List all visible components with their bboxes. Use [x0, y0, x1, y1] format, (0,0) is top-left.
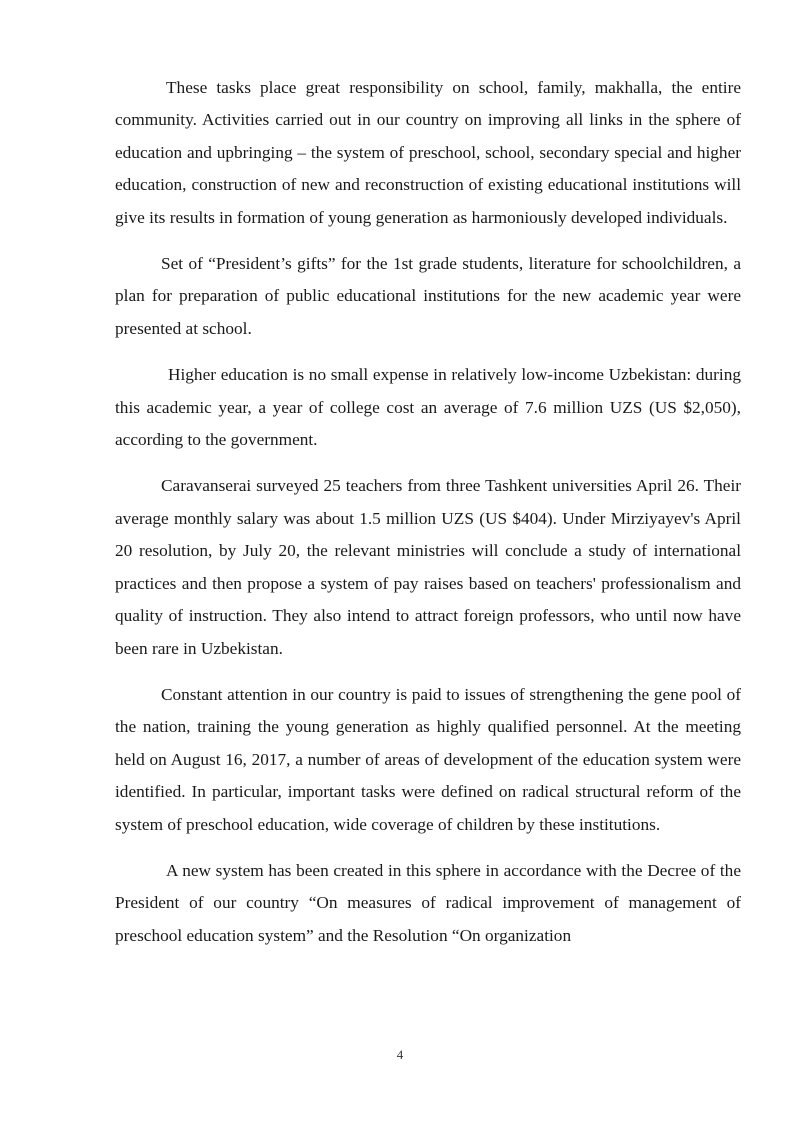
paragraph: Higher education is no small expense in relatively low-income Uzbekistan: during this academic year, a year of college cost an average of 7.6 million UZS (US $2,050), according to the government. — [115, 365, 741, 450]
paragraph: Caravanserai surveyed 25 teachers from three Tashkent universities April 26. Their average monthly salary was about 1.5 million UZS (US $404). Under Mirziyayev's April 20 resolution, by July 20, the relevant ministries will conclude a study of international practices and then propose a system of pay raises based on teachers' professionalism and quality of instruction. They also intend to attract foreign professors, who until now have been rare in Uzbekistan. — [115, 476, 741, 658]
document-body — [115, 72, 741, 966]
paragraph: A new system has been created in this sphere in accordance with the Decree of the President of our country “On measures of radical improvement of management of preschool education system” and the Resolution “On organization — [115, 860, 741, 945]
page-number: 4 — [396, 1047, 404, 1062]
paragraph: Set of “President’s gifts” for the 1st grade students, literature for schoolchildren, a plan for preparation of public educational institutions for the new academic year were presented at school. — [115, 254, 741, 338]
paragraph: These tasks place great responsibility on school, family, makhalla, the entire community. Activities carried out in our country on improving all links in the sphere of education and upbringing – the system of preschool, school, secondary special and higher education, construction of new and reconstruction of existing educational institutions will give its results in formation of young generation as harmoniously developed individuals. — [115, 78, 741, 227]
paragraph: Constant attention in our country is paid to issues of strengthening the gene pool of the nation, training the young generation as highly qualified personnel. At the meeting held on August 16, 2017, a number of areas of development of the education system were identified. In particular, important tasks were defined on radical structural reform of the system of preschool education, wide coverage of children by these institutions. — [115, 684, 741, 834]
